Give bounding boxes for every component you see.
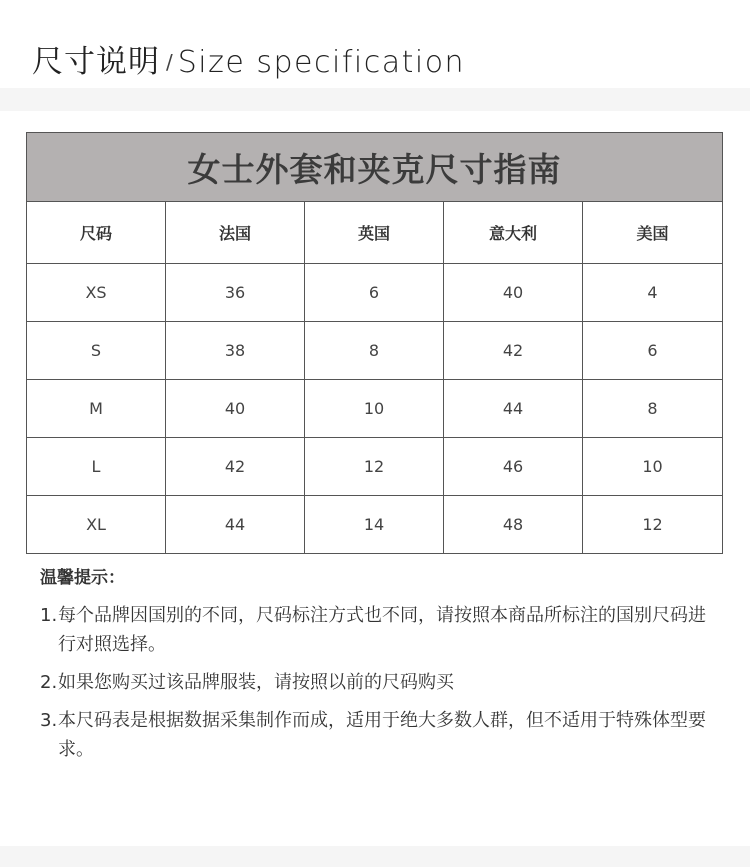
tips-title: 温馨提示：: [40, 568, 125, 588]
italy-cell: 40: [444, 264, 583, 322]
size-cell: XS: [27, 264, 166, 322]
column-header-france: 法国: [166, 202, 305, 264]
uk-cell: 6: [305, 264, 444, 322]
table-title: 女士外套和夹克尺寸指南: [27, 133, 723, 202]
us-cell: 12: [583, 496, 723, 554]
column-header-us: 美国: [583, 202, 723, 264]
us-cell: 10: [583, 438, 723, 496]
france-cell: 44: [166, 496, 305, 554]
table-row: [27, 264, 723, 322]
uk-cell: 12: [305, 438, 444, 496]
size-cell: S: [27, 322, 166, 380]
uk-cell: 8: [305, 322, 444, 380]
tip-number: 3.: [40, 710, 58, 731]
top-divider-band: [0, 88, 750, 111]
us-cell: 6: [583, 322, 723, 380]
us-cell: 8: [583, 380, 723, 438]
tips-section: [40, 564, 710, 764]
size-cell: L: [27, 438, 166, 496]
us-cell: 4: [583, 264, 723, 322]
column-header-uk: 英国: [305, 202, 444, 264]
bottom-divider-band: [0, 846, 750, 867]
page-title-cn: 尺寸说明: [32, 44, 160, 80]
france-cell: 38: [166, 322, 305, 380]
tip-number: 2.: [40, 672, 58, 693]
italy-cell: 48: [444, 496, 583, 554]
column-header-italy: 意大利: [444, 202, 583, 264]
header: [0, 0, 750, 88]
size-cell: M: [27, 380, 166, 438]
column-header-size: 尺码: [27, 202, 166, 264]
france-cell: 40: [166, 380, 305, 438]
uk-cell: 14: [305, 496, 444, 554]
tip-number: 1.: [40, 605, 58, 626]
table-header-row: [27, 202, 723, 264]
table-row: [27, 380, 723, 438]
italy-cell: 44: [444, 380, 583, 438]
tip-item: [40, 706, 710, 764]
table-row: [27, 322, 723, 380]
page-title-en: Size specification: [177, 45, 466, 80]
france-cell: 36: [166, 264, 305, 322]
tip-text: 本尺码表是根据数据采集制作而成，适用于绝大多数人群，但不适用于特殊体型要求。: [58, 710, 706, 760]
tip-item: [40, 668, 710, 697]
italy-cell: 46: [444, 438, 583, 496]
size-chart-table: [26, 132, 723, 554]
page-title: [32, 40, 465, 85]
tip-item: [40, 601, 710, 659]
italy-cell: 42: [444, 322, 583, 380]
title-separator: /: [166, 50, 174, 74]
tip-text: 如果您购买过该品牌服装，请按照以前的尺码购买: [58, 672, 454, 693]
uk-cell: 10: [305, 380, 444, 438]
tip-text: 每个品牌因国别的不同，尺码标注方式也不同，请按照本商品所标注的国别尺码进行对照选择。: [58, 605, 706, 655]
size-cell: XL: [27, 496, 166, 554]
table-row: [27, 438, 723, 496]
table-row: [27, 496, 723, 554]
france-cell: 42: [166, 438, 305, 496]
